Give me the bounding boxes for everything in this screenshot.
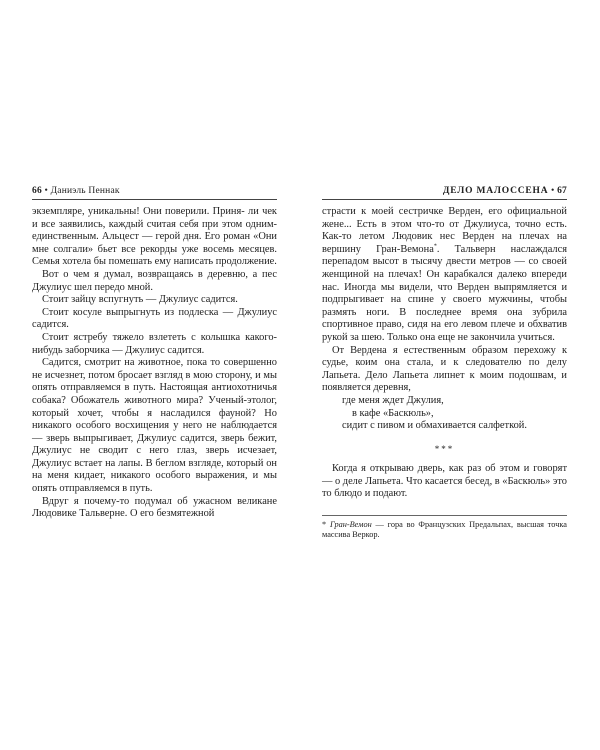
book-title: ДЕЛО МАЛОССЕНА	[442, 186, 549, 196]
right-page-text	[322, 206, 567, 540]
left-page-number: 66	[32, 186, 42, 196]
line: ли чек и все заявились, каждый считая себя при	[32, 206, 277, 230]
paragraph: Садится, смотрит на животное, пока то совершенно не исчезнет, потом бросает взгляд в мою сторону, и мы опять отправляемся в путь. Настоящая антиохотничья собака? Обожатель животного мира? Ученый-этолог, который хочет, чтобы я насладился фауной? Но никакого особого восхищения у него не наблюдается — зверь выпрыгивает, Джулиус садится, зверь бежит, Джулиус не сводит с него глаз, зверь исчезает, Джулиус встает на лапы. В беглом взгляде, который он на меня кидает, никакого особого выражения, и мы опять отправляемся в путь.	[32, 357, 277, 495]
line: этом одним-единственным. Альцест — герой дня.	[32, 218, 278, 243]
verse-line: сидит с пивом и обмахивается салфеткой.	[342, 420, 527, 432]
left-separator: •	[44, 186, 51, 196]
right-page	[322, 185, 567, 540]
paragraph: Вдруг я почему-то подумал об ужасном великане Людовике Тальверне. О его безмятежной	[32, 495, 277, 520]
verse-line: в кафе «Баскюль»,	[352, 407, 434, 419]
line: уже восемь месяцев. Семья хотела бы помешать	[32, 243, 277, 268]
line: ему написать продолжение.	[154, 256, 277, 268]
right-separator: •	[550, 186, 558, 196]
paragraph: Стоит ястребу тяжело взлететь с колышка какого-нибудь заборчика — Джулиус садится.	[32, 331, 277, 356]
left-author: Даниэль Пеннак	[50, 186, 120, 196]
footnote-mark: *	[322, 520, 327, 530]
left-page	[32, 185, 277, 521]
left-running-head	[32, 185, 277, 200]
paragraph: Стоит зайцу вспугнуть — Джулиус садится.	[42, 294, 238, 306]
paragraph: Когда я открываю дверь, как раз об этом и говорят — о деле Лапьета. Что касается бесед, в «Баскюль» это то блюдо и подают.	[322, 463, 567, 500]
footnote-term: Гран-Вемон	[329, 520, 372, 530]
opening-text: страсти к моей сестричке Верден, его официальной жене... Есть в этом что-то от Джулиуса, точно есть. Как-то летом Людовик нес Верден на плечах на вершину Гран-Вемона	[322, 206, 567, 255]
section-divider: ***	[434, 443, 455, 454]
opening-rest: . Тальверн наслаждался перепадом высот в тысячу двести метров — со своей женщиной на плечах! Он карабкался далеко впереди нас. Иногда мы видели, что Верден выпрямляется и подпрыгивает на спине у своего мужчины, чтобы размять ноги. В последнее время она зубрила спортивное право, сидя на его левом плече и обхватив рукой за шею. Только она еще не закончила учиться.	[322, 243, 567, 343]
line: экземпляре, уникальны! Они поверили. Приня-	[32, 206, 245, 217]
left-opening-paragraph	[32, 206, 277, 269]
line: Его роман «Они мне солгали» бьет все рекорды	[32, 231, 277, 255]
right-opening-paragraph	[322, 206, 567, 345]
footnote	[322, 515, 567, 540]
right-page-number: 67	[557, 186, 567, 196]
verse-line: где меня ждет Джулия,	[342, 394, 444, 406]
paragraph: Стоит косуле выпрыгнуть из подлеска — Джулиус садится.	[32, 306, 277, 331]
right-running-head	[322, 185, 567, 200]
left-page-text	[32, 206, 277, 521]
footnote-text: — гора во Французских Предальпах, высшая точка массива Веркор.	[322, 520, 567, 540]
paragraph: От Вердена я естественным образом перехожу к судье, коим она стала, и к следователю по делу Лапьета. Дело Лапьета липнет к моим подошвам, и появляется деревня,	[322, 344, 567, 394]
footnote-ref: *	[433, 243, 437, 250]
paragraph: Вот о чем я думал, возвращаясь в деревню, а пес Джулиус шел передо мной.	[32, 268, 277, 293]
